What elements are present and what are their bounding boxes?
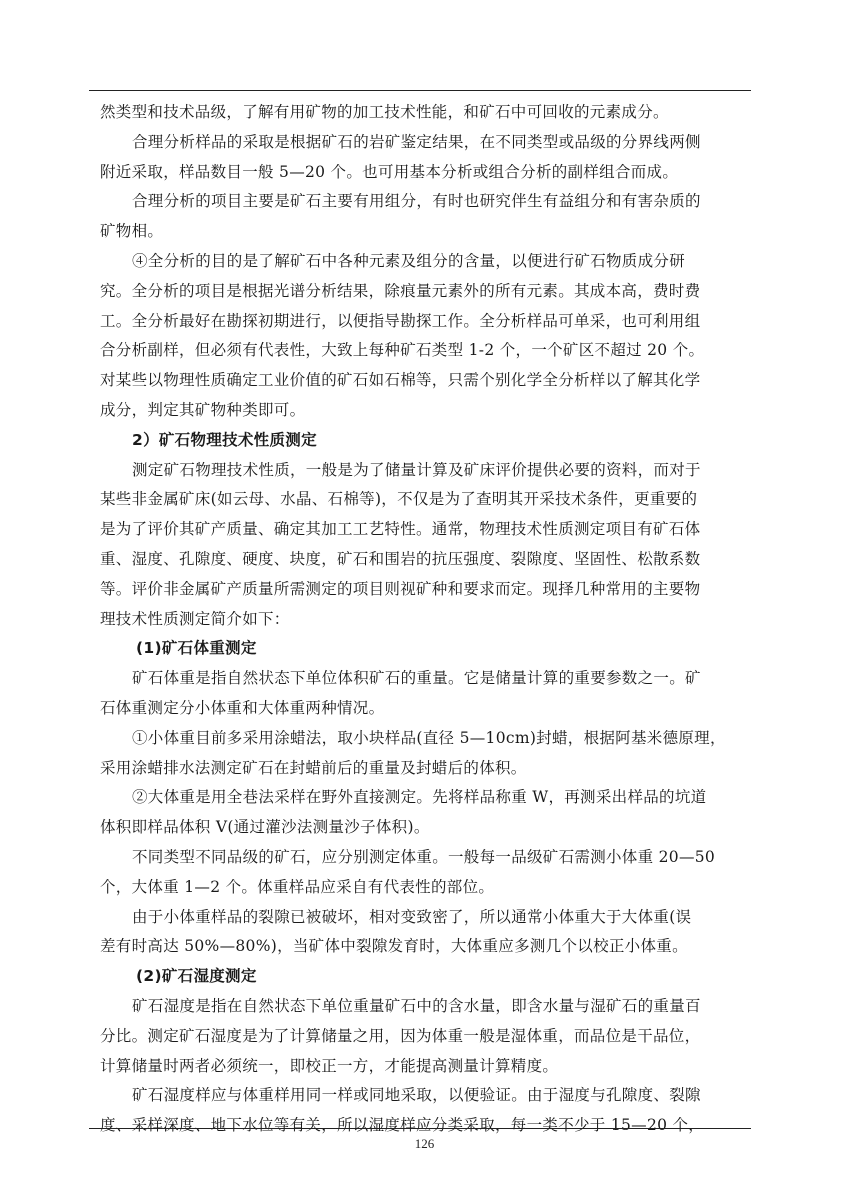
body-line: ④全分析的目的是了解矿石中各种元素及组分的含量，以便进行矿石物质成分研 xyxy=(132,251,686,270)
body-line: 个，大体重 1—2 个。体重样品应采自有代表性的部位。 xyxy=(100,877,495,896)
section-heading: 2）矿石物理技术性质测定 xyxy=(132,430,317,449)
body-line: 分比。测定矿石湿度是为了计算储量之用，因为体重一般是湿体重，而品位是干品位， xyxy=(100,1026,701,1045)
body-line: 由于小体重样品的裂隙已被破坏，相对变致密了，所以通常小体重大于大体重(误 xyxy=(132,907,692,926)
body-line: 采用涂蜡排水法测定矿石在封蜡前后的重量及封蜡后的体积。 xyxy=(100,758,527,777)
body-line: 差有时高达 50%—80%)，当矿体中裂隙发育时，大体重应多测几个以校正小体重。 xyxy=(100,937,688,956)
body-line: 等。评价非金属矿产质量所需测定的项目则视矿种和要求而定。现择几种常用的主要物 xyxy=(100,579,701,598)
page-body xyxy=(100,98,751,1141)
body-line: 合理分析的项目主要是矿石主要有用组分，有时也研究伴生有益组分和有害杂质的 xyxy=(132,192,701,211)
body-line: 究。全分析的项目是根据光谱分析结果，除痕量元素外的所有元素。其成本高，费时费 xyxy=(100,281,701,300)
body-line: 石体重测定分小体重和大体重两种情况。 xyxy=(100,698,385,717)
body-line: 某些非金属矿床(如云母、水晶、石棉等)，不仅是为了查明其开采技术条件，更重要的 xyxy=(100,490,698,509)
subsection-heading: (2)矿石湿度测定 xyxy=(136,967,257,986)
body-line: 体积即样品体积 V(通过灌沙法测量沙子体积)。 xyxy=(100,818,430,837)
body-line: ②大体重是用全巷法采样在野外直接测定。先将样品称重 W，再测采出样品的坑道 xyxy=(132,788,707,807)
body-line: 矿石湿度样应与体重样用同一样或同地采取，以便验证。由于湿度与孔隙度、裂隙 xyxy=(132,1086,701,1105)
body-line: 不同类型不同品级的矿石，应分别测定体重。一般每一品级矿石需测小体重 20—50 xyxy=(132,847,716,866)
body-line: 计算储量时两者必须统一，即校正一方，才能提高测量计算精度。 xyxy=(100,1056,559,1075)
body-line: 合分析副样，但必须有代表性，大致上每种矿石类型 1-2 个，一个矿区不超过 20 个。 xyxy=(100,341,705,360)
body-line: 矿石体重是指自然状态下单位体积矿石的重量。它是储量计算的重要参数之一。矿 xyxy=(132,669,701,688)
body-line: 合理分析样品的采取是根据矿石的岩矿鉴定结果，在不同类型或品级的分界线两侧 xyxy=(132,132,701,151)
body-line: 矿物相。 xyxy=(100,222,164,241)
body-line: 度、采样深度、地下水位等有关，所以湿度样应分类采取，每一类不少于 15—20 个， xyxy=(100,1116,705,1135)
body-line: 测定矿石物理技术性质，一般是为了储量计算及矿床评价提供必要的资料，而对于 xyxy=(132,460,701,479)
body-line: 理技术性质测定简介如下： xyxy=(100,609,290,628)
subsection-heading: (1)矿石体重测定 xyxy=(136,639,257,658)
page-number: 126 xyxy=(414,1136,435,1151)
body-line: 工。全分析最好在勘探初期进行，以便指导勘探工作。全分析样品可单采，也可利用组 xyxy=(100,311,701,330)
body-line: 对某些以物理性质确定工业价值的矿石如石棉等，只需个别化学全分析样以了解其化学 xyxy=(100,371,701,390)
footer-rule xyxy=(89,1128,751,1129)
body-line: 是为了评价其矿产质量、确定其加工工艺特性。通常，物理技术性质测定项目有矿石体 xyxy=(100,520,701,539)
body-line: 附近采取，样品数目一般 5—20 个。也可用基本分析或组合分析的副样组合而成。 xyxy=(100,162,679,181)
body-line: 然类型和技术品级，了解有用矿物的加工技术性能，和矿石中可回收的元素成分。 xyxy=(100,103,669,121)
body-line: 成分，判定其矿物种类即可。 xyxy=(100,400,306,419)
body-line: ①小体重目前多采用涂蜡法，取小块样品(直径 5—10cm)封蜡，根据阿基米德原理， xyxy=(132,728,726,747)
body-line: 矿石湿度是指在自然状态下单位重量矿石中的含水量，即含水量与湿矿石的重量百 xyxy=(132,996,701,1015)
body-line: 重、湿度、孔隙度、硬度、块度，矿石和围岩的抗压强度、裂隙度、坚固性、松散系数 xyxy=(100,549,701,568)
header-rule xyxy=(89,90,751,91)
